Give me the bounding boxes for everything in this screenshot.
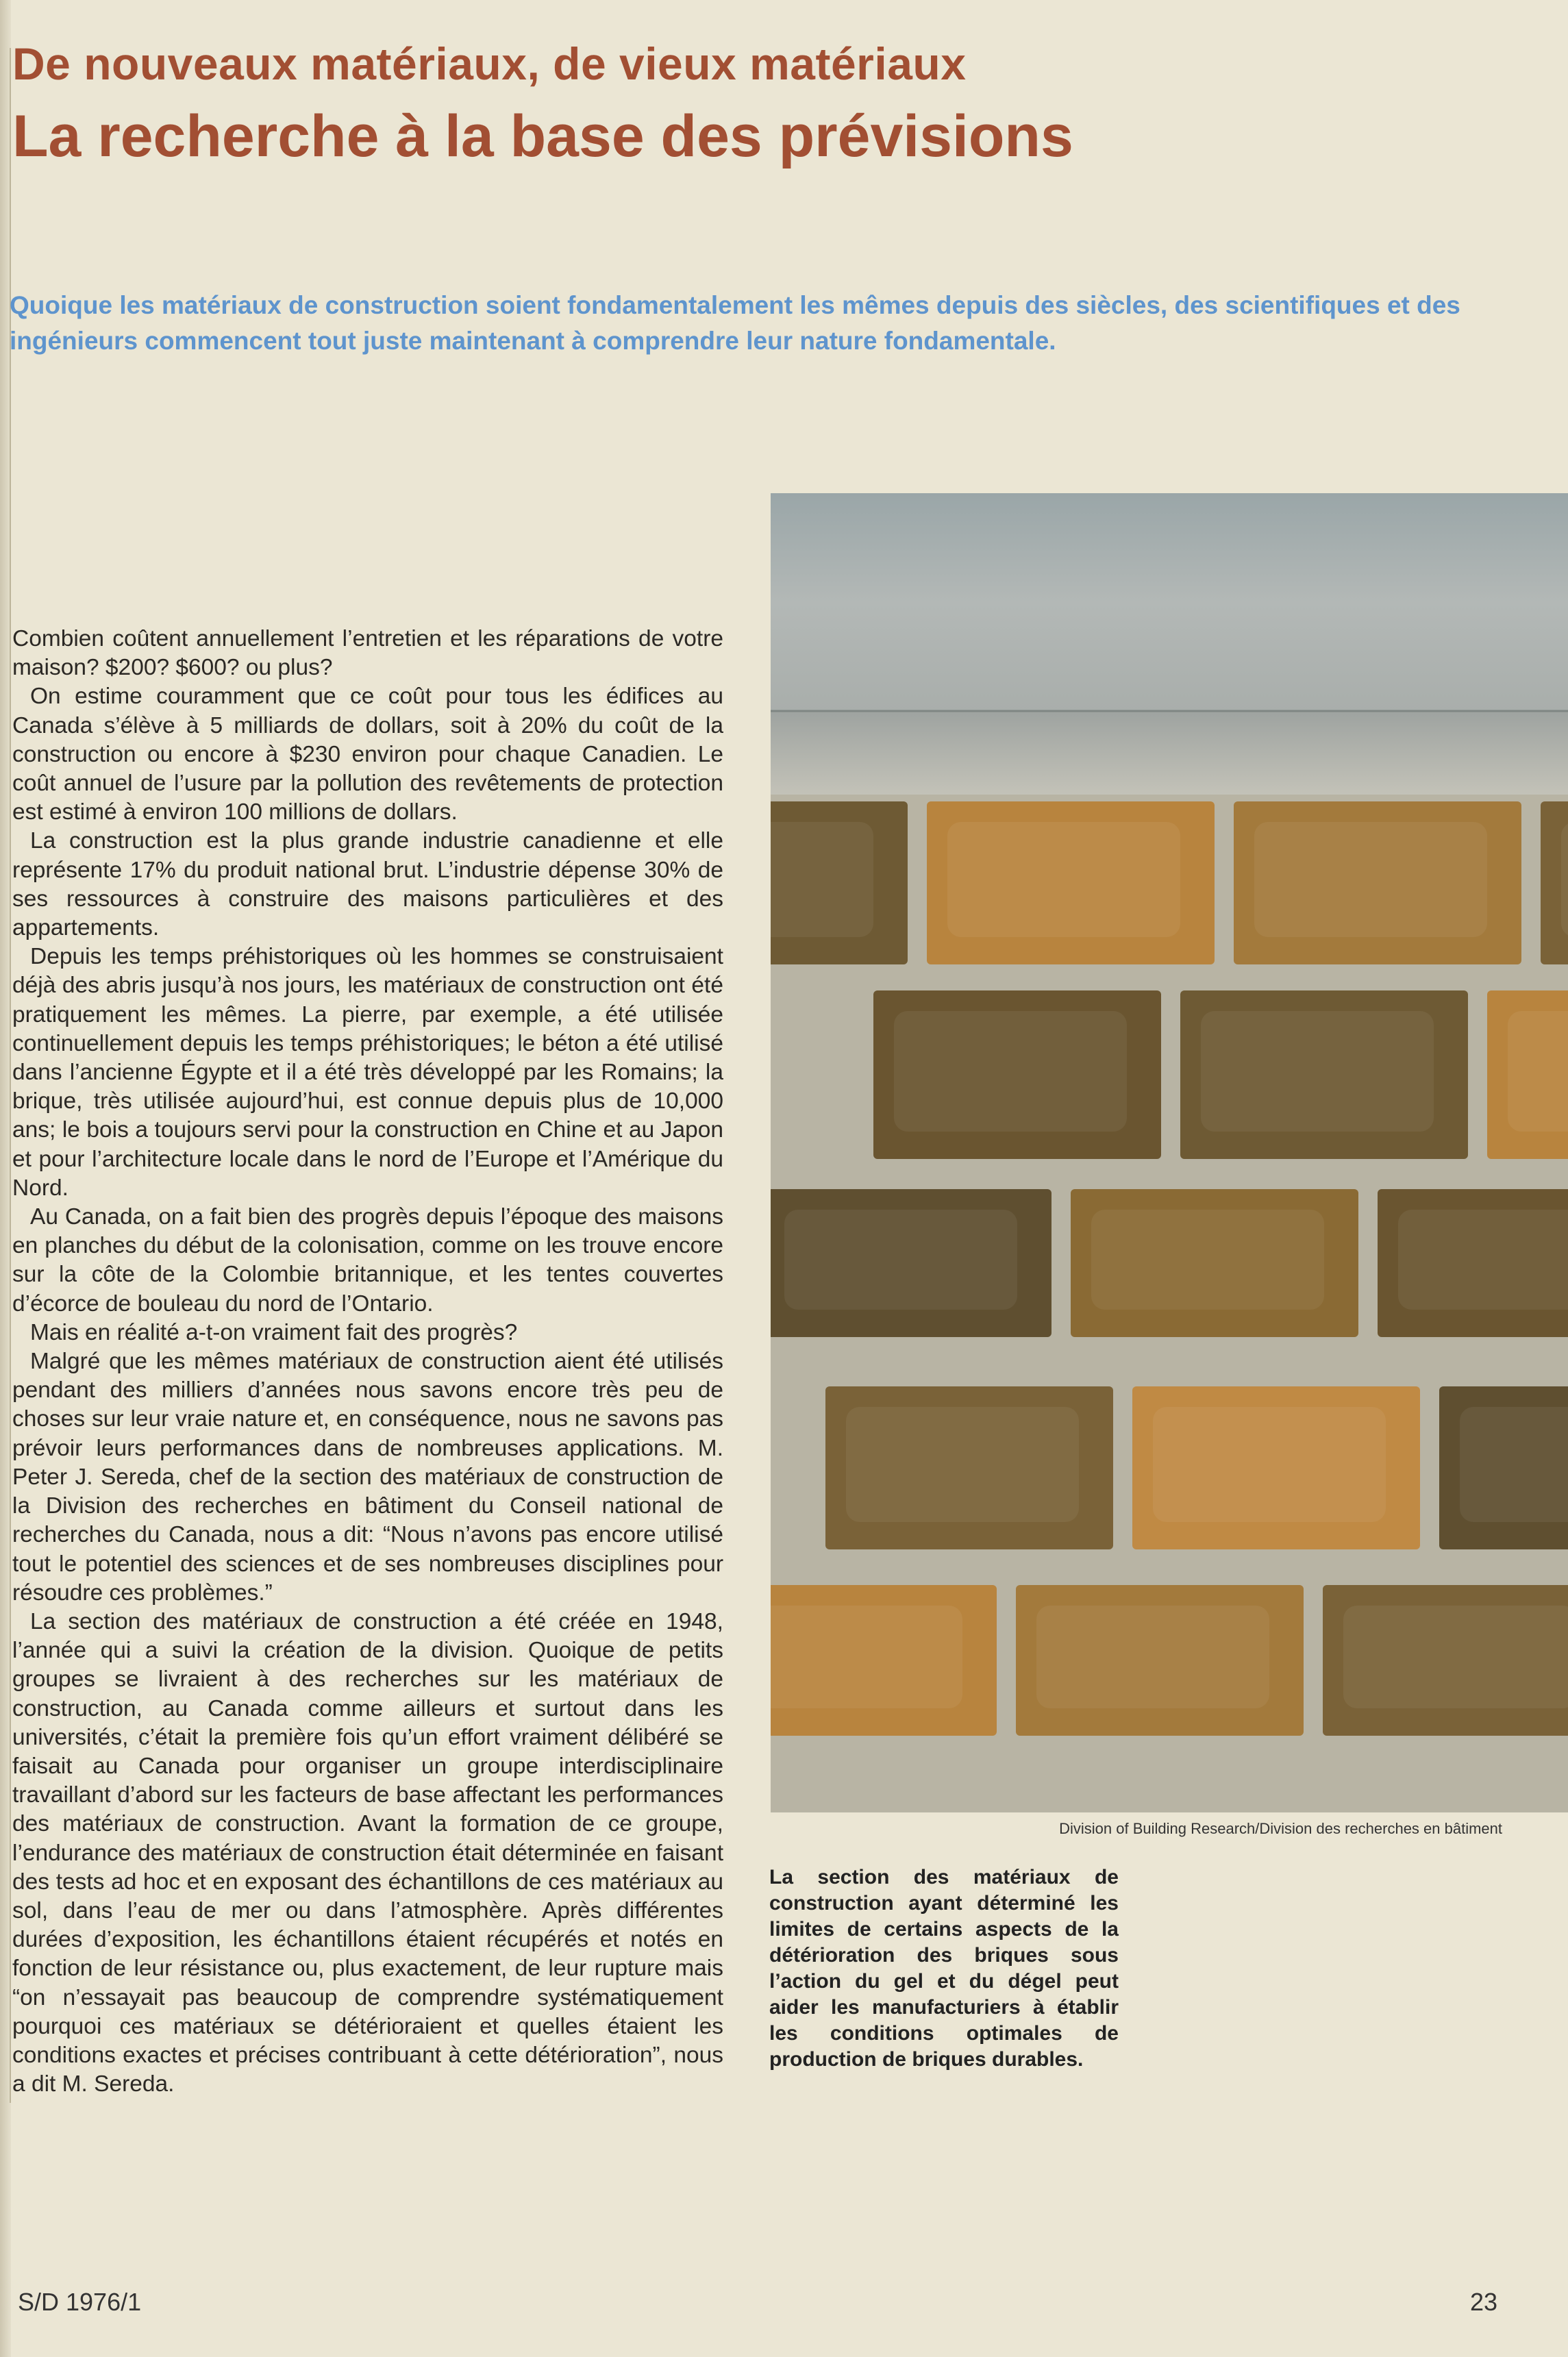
body-paragraph: La construction est la plus grande industrie canadienne et elle représente 17% du produit national brut. L’industrie dépense 30% de ses ressources à construire des maisons particulières et des appartements. bbox=[12, 828, 723, 941]
brick-texture bbox=[1508, 1011, 1568, 1132]
brick-texture bbox=[1460, 1407, 1568, 1522]
body-paragraph: Combien coûtent annuellement l’entretien et les réparations de votre maison? $200? $600? ou plus? bbox=[12, 626, 723, 681]
brick-wall-photo bbox=[771, 493, 1568, 1812]
body-paragraph: Depuis les temps préhistoriques où les hommes se construisaient déjà des abris jusqu’à nos jours, les matériaux de construction ont été pratiquement les mêmes. La pierre, par exemple, a été utilisée continuellement depuis les temps préhistoriques; le béton a été utilisé dans l’ancienne Égypte et il a été très développé par les Romains; la brique, très utilisée aujourd’hui, est connue depuis plus de 10,000 ans; le bois a toujours servi pour la construction en Chine et au Japon et pour l’architecture locale dans le nord de l’Europe et l’Amérique du Nord. bbox=[12, 944, 723, 1201]
issue-label: S/D 1976/1 bbox=[18, 2288, 142, 2316]
brick-texture bbox=[1561, 822, 1568, 937]
brick-texture bbox=[1091, 1210, 1324, 1310]
brick-courses bbox=[771, 801, 1568, 1736]
brick-wall-illustration bbox=[771, 493, 1568, 1812]
body-paragraph: Au Canada, on a fait bien des progrès depuis l’époque des maisons en planches du début de la colonisation, comme on les trouve encore sur la côte de la Colombie britannique, et les tentes couvertes d’écorce de bouleau du nord de l’Ontario. bbox=[12, 1204, 723, 1317]
brick-texture bbox=[894, 1011, 1127, 1132]
brick-texture bbox=[1036, 1606, 1269, 1708]
page-number: 23 bbox=[1470, 2288, 1498, 2316]
brick-texture bbox=[1343, 1606, 1568, 1708]
article-intro: Quoique les matériaux de construction soient fondamentalement les mêmes depuis des siècles, des scientifiques et des ingénieurs commencent tout juste maintenant à comprendre leur nature fondamentale. bbox=[10, 291, 1460, 355]
photo-caption: La section des matériaux de construction ayant déterminé les limites de certains aspects de la détérioration des briques sous l’action du gel et du dégel peut aider les manufacturiers à établir les conditions optimales de production de briques durables. bbox=[769, 1866, 1119, 2071]
body-paragraph: La section des matériaux de construction a été créée en 1948, l’année qui a suivi la création de la division. Quoique de petits groupes se livraient à des recherches sur les matériaux de construction, au Canada comme ailleurs et surtout dans les universités, c’était la première fois qu’un effort vraiment délibéré se faisait au Canada pour organiser un groupe interdisciplinaire travaillant d’abord sur les facteurs de base affectant les performances des matériaux de construction. Avant la formation de ce groupe, l’endurance des matériaux de construction était déterminée en faisant des tests ad hoc et en exposant des échantillons de ces matériaux au sol, dans l’eau de mer ou dans l’atmosphère. Après différentes durées d’exposition, les échantillons étaient récupérés et notés en fonction de leur résistance ou, plus exactement, de leur rupture mais “on n’essayait pas beaucoup de comprendre systématiquement pourquoi ces matériaux se détérioraient et quelles étaient les conditions exactes et précises contribuant à cette détérioration”, nous a dit M. Sereda. bbox=[12, 1608, 723, 2097]
article-title-line2: La recherche à la base des prévisions bbox=[12, 103, 1073, 169]
brick-texture bbox=[846, 1407, 1079, 1522]
brick-texture bbox=[947, 822, 1180, 937]
body-paragraph: Malgré que les mêmes matériaux de construction aient été utilisés pendant des milliers d’années nous savons encore très peu de choses sur leur vraie nature et, en conséquence, nous ne savons pas prévoir leurs performances dans de nombreuses applications. M. Peter J. Sereda, chef de la section des matériaux de construction de la Division des recherches en bâtiment du Conseil national de recherches du Canada, nous a dit: “Nous n’avons pas encore utilisé tout le potentiel des sciences et de ses nombreuses disciplines pour résoudre ces problèmes.” bbox=[12, 1349, 723, 1606]
brick-texture bbox=[1153, 1407, 1386, 1522]
body-paragraph: On estime couramment que ce coût pour tous les édifices au Canada s’élève à 5 milliards de dollars, soit à 20% du coût de la construction ou encore à $230 environ pour chaque Canadien. Le coût annuel de l’usure par la pollution des revêtements de protection est estimé à environ 100 millions de dollars. bbox=[12, 684, 723, 825]
brick-texture bbox=[771, 822, 873, 937]
brick-texture bbox=[784, 1210, 1017, 1310]
stone-coping bbox=[771, 493, 1568, 711]
brick-texture bbox=[1254, 822, 1487, 937]
article-title-line1: De nouveaux matériaux, de vieux matériaux bbox=[12, 38, 967, 89]
brick-texture bbox=[1201, 1011, 1434, 1132]
photo-credit: Division of Building Research/Division des recherches en bâtiment bbox=[1059, 1820, 1502, 1837]
body-paragraph: Mais en réalité a-t-on vraiment fait des progrès? bbox=[30, 1319, 518, 1345]
stone-ledge bbox=[771, 711, 1568, 795]
brick-texture bbox=[771, 1606, 962, 1708]
brick-texture bbox=[1398, 1210, 1568, 1310]
article-body-column bbox=[12, 625, 723, 2099]
